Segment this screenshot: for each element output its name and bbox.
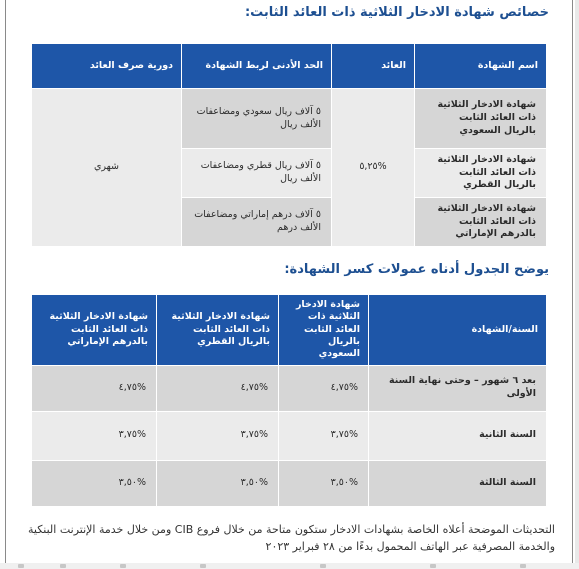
scrollbar[interactable] xyxy=(575,0,579,569)
certificate-name-aed: شهادة الادخار الثلاثية ذات العائد الثابت بالدرهم الإماراتي xyxy=(415,198,547,247)
fees-row xyxy=(32,365,547,411)
right-border-line xyxy=(572,0,573,569)
breaking-fees-table xyxy=(31,294,547,507)
period-third-year: السنة الثالثة xyxy=(369,460,547,506)
strip-mark xyxy=(18,564,24,568)
fee-value: %٤,٧٥ xyxy=(32,365,157,411)
features-heading: خصائص شهادة الادخار الثلاثية ذات العائد الثابت: xyxy=(244,5,549,20)
header-sar-certificate: شهادة الادخار الثلاثية ذات العائد الثابت بالريال السعودي xyxy=(279,295,369,366)
features-header-row xyxy=(32,44,547,89)
certificate-name-qar: شهادة الادخار الثلاثية ذات العائد الثابت بالريال القطري xyxy=(415,149,547,198)
features-table xyxy=(31,43,547,247)
header-certificate-name: اسم الشهادة xyxy=(415,44,547,89)
fee-value: %٣,٧٥ xyxy=(279,411,369,460)
header-aed-certificate: شهادة الادخار الثلاثية ذات العائد الثابت بالدرهم الإماراتي xyxy=(32,295,157,366)
fee-value: %٤,٧٥ xyxy=(157,365,279,411)
fees-row xyxy=(32,460,547,506)
header-qar-certificate: شهادة الادخار الثلاثية ذات العائد الثابت بالريال القطري xyxy=(157,295,279,366)
fees-header-row xyxy=(32,295,547,366)
strip-mark xyxy=(200,564,206,568)
fee-value: %٤,٧٥ xyxy=(279,365,369,411)
return-rate: %٥,٢٥ xyxy=(332,89,415,247)
strip-mark xyxy=(430,564,436,568)
fees-row xyxy=(32,411,547,460)
fee-value: %٣,٧٥ xyxy=(157,411,279,460)
bottom-strip xyxy=(0,563,579,569)
period-second-year: السنة الثانية xyxy=(369,411,547,460)
period-first-year: بعد ٦ شهور – وحتى نهاية السنة الأولى xyxy=(369,365,547,411)
header-return: العائد xyxy=(332,44,415,89)
fee-value: %٣,٧٥ xyxy=(32,411,157,460)
strip-mark xyxy=(120,564,126,568)
features-row xyxy=(32,89,547,149)
breaking-fees-heading: يوضح الجدول أدناه عمولات كسر الشهادة: xyxy=(284,262,549,277)
minimum-aed: ٥ آلاف درهم إماراتي ومضاعفات الألف درهم xyxy=(182,198,332,247)
certificate-name-sar: شهادة الادخار الثلاثية ذات العائد الثابت بالريال السعودي xyxy=(415,89,547,149)
payout-frequency: شهري xyxy=(32,89,182,247)
strip-mark xyxy=(320,564,326,568)
header-minimum: الحد الأدنى لربط الشهادة xyxy=(182,44,332,89)
strip-mark xyxy=(520,564,526,568)
fee-value: %٣,٥٠ xyxy=(157,460,279,506)
header-payout-frequency: دورية صرف العائد xyxy=(32,44,182,89)
availability-note: التحديثات الموضحة أعلاه الخاصة بشهادات الادخار ستكون متاحة من خلال فروع CIB ومن خلال خدمة الإنترنت البنكية والخدمة المصرفية عبر الهاتف المحمول بدءًا من ٢٨ فبراير ٢٠٢٣ xyxy=(28,523,555,554)
strip-mark xyxy=(60,564,66,568)
fee-value: %٣,٥٠ xyxy=(279,460,369,506)
fee-value: %٣,٥٠ xyxy=(32,460,157,506)
minimum-qar: ٥ آلاف ريال قطري ومضاعفات الألف ريال xyxy=(182,149,332,198)
minimum-sar: ٥ آلاف ريال سعودي ومضاعفات الألف ريال xyxy=(182,89,332,149)
header-period: السنة/الشهادة xyxy=(369,295,547,366)
left-border-line xyxy=(5,0,6,569)
